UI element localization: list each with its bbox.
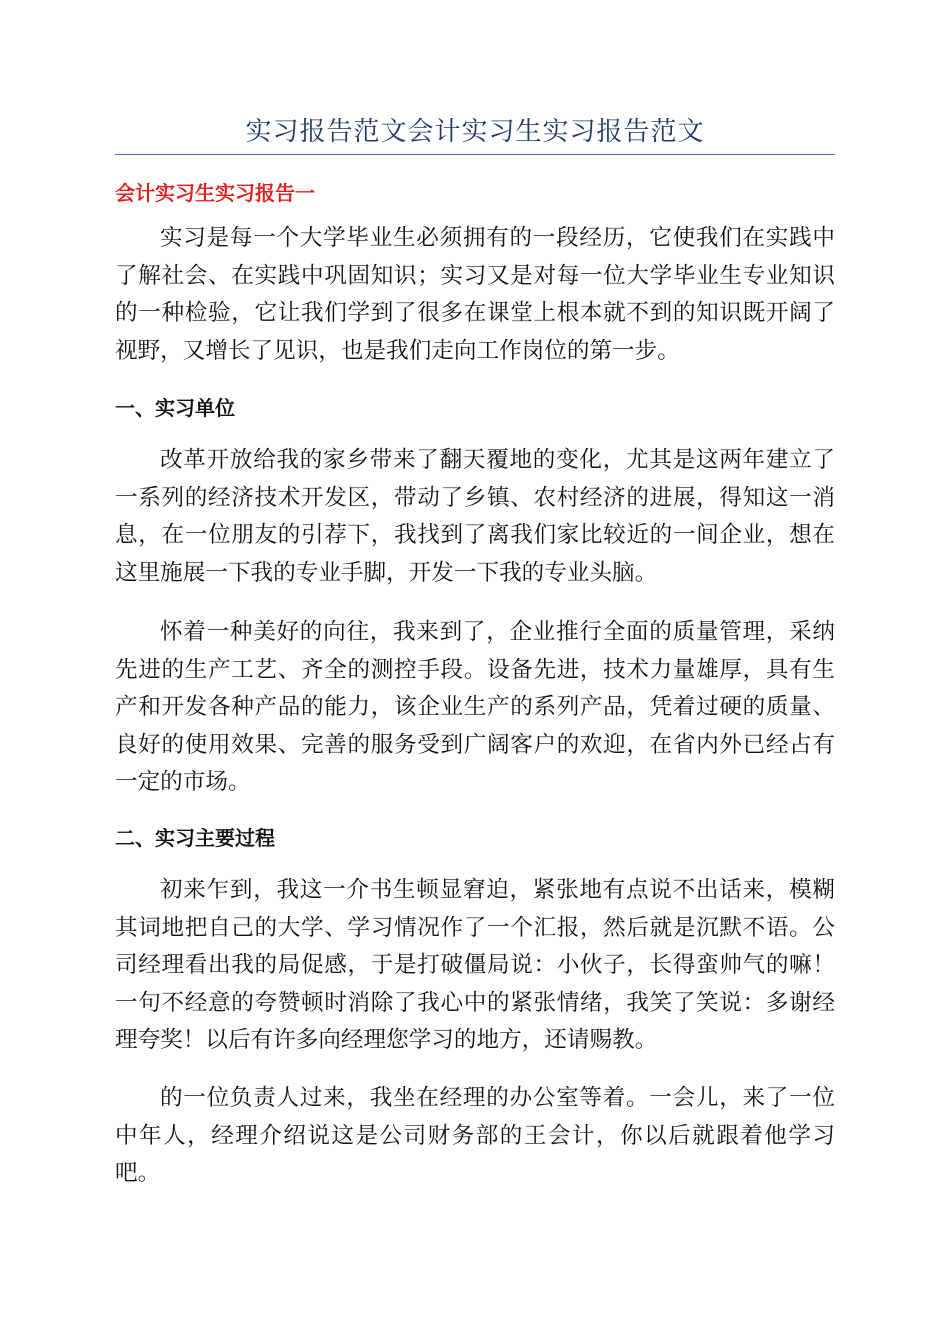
intro-paragraph: 实习是每一个大学毕业生必须拥有的一段经历，它使我们在实践中了解社会、在实践中巩固知识；实习又是对每一位大学毕业生专业知识的一种检验，它让我们学到了很多在课堂上根本就不到的知识既开阔了视野，又增长了见识，也是我们走向工作岗位的第一步。	[115, 225, 835, 364]
report-subtitle: 会计实习生实习报告一	[115, 181, 315, 205]
section-heading-main-process: 二、实习主要过程	[115, 826, 275, 850]
section-heading-internship-unit: 一、实习单位	[115, 396, 235, 420]
section-1-paragraph-2: 怀着一种美好的向往，我来到了，企业推行全面的质量管理，采纳先进的生产工艺、齐全的测控手段。设备先进，技术力量雄厚，具有生产和开发各种产品的能力，该企业生产的系列产品，凭着过硬的质量、良好的使用效果、完善的服务受到广阔客户的欢迎，在省内外已经占有一定的市场。	[115, 619, 835, 796]
section-2-paragraph-1: 初来乍到，我这一介书生顿显窘迫，紧张地有点说不出话来，模糊其词地把自己的大学、学习情况作了一个汇报，然后就是沉默不语。公司经理看出我的局促感，于是打破僵局说：小伙子，长得蛮帅气的嘛！一句不经意的夸赞顿时消除了我心中的紧张情绪，我笑了笑说：多谢经理夸奖！以后有许多向经理您学习的地方，还请赐教。	[115, 877, 835, 1054]
document-title: 实习报告范文会计实习生实习报告范文	[245, 117, 705, 147]
section-1-paragraph-1: 改革开放给我的家乡带来了翻天覆地的变化，尤其是这两年建立了一系列的经济技术开发区，带动了乡镇、农村经济的进展，得知这一消息，在一位朋友的引荐下，我找到了离我们家比较近的一间企业，想在这里施展一下我的专业手脚，开发一下我的专业头脑。	[115, 447, 835, 586]
section-2-paragraph-2: 的一位负责人过来，我坐在经理的办公室等着。一会儿，来了一位中年人，经理介绍说这是公司财务部的王会计，你以后就跟着他学习吧。	[115, 1085, 835, 1187]
title-underline	[115, 154, 835, 155]
